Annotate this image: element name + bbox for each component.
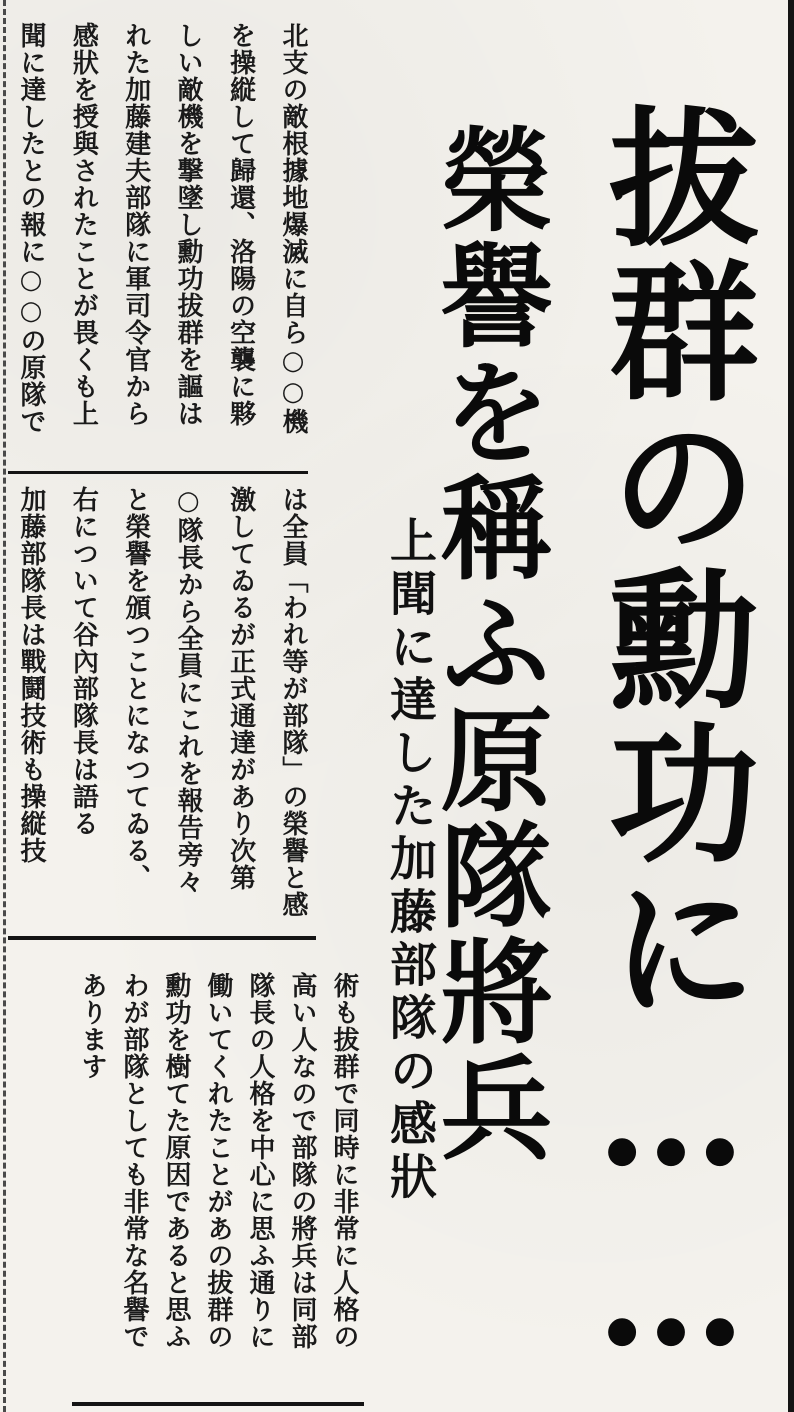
body-column: しい敵機を撃墜し勳功拔群を謳は — [173, 22, 204, 427]
body-column: 感狀を授與されたことが畏くも上 — [68, 22, 99, 427]
body-column: 北支の敵根據地爆滅に自ら○○機 — [277, 22, 308, 435]
body-column: ○隊長から全員にこれを報告旁々 — [173, 486, 204, 895]
body-column: と榮譽を頒つことになつてゐる、 — [120, 486, 151, 891]
body-column: 激してゐるが正式通達があり次第 — [225, 486, 256, 891]
body-column: 働いてくれたことがあの拔群の — [203, 972, 233, 1350]
subheadline: 上聞に達した加藤部隊の感狀 — [382, 516, 437, 1205]
body-column: 聞に達したとの報に○○の原隊で — [16, 22, 46, 435]
body-paragraph-2 — [8, 486, 316, 932]
body-column: わが部隊としても非常な名譽で — [119, 972, 149, 1350]
body-column: は全員「われ等が部隊」の榮譽と感 — [277, 486, 308, 918]
body-column: 術も拔群で同時に非常に人格の — [329, 972, 359, 1350]
right-edge-rule — [788, 0, 794, 1412]
body-paragraph-3 — [72, 972, 364, 1404]
body-paragraph-1 — [8, 22, 316, 470]
body-column: れた加藤建夫部隊に軍司令官から — [120, 22, 151, 427]
divider-line-3 — [72, 1402, 364, 1406]
divider-line-2 — [8, 936, 316, 940]
body-column: 加藤部隊長は戰鬪技術も操縦技 — [16, 486, 46, 864]
body-column: を操縦して歸還、洛陽の空襲に夥 — [225, 22, 256, 427]
body-column: 隊長の人格を中心に思ふ通りに — [245, 972, 275, 1350]
body-column: あります — [77, 972, 107, 1080]
divider-line-1 — [8, 471, 308, 474]
body-column: 勳功を樹てた原因であると思ふ — [161, 972, 191, 1350]
headline-main: 拔群の勳功に…… — [583, 100, 759, 1384]
left-dotted-column-rule — [3, 0, 6, 1412]
body-column: 右について谷內部隊長は語る — [68, 486, 99, 837]
headline-sub: 榮譽を稱ふ原隊將兵 — [422, 122, 553, 1166]
body-column: 高い人なので部隊の將兵は同部 — [287, 972, 317, 1350]
